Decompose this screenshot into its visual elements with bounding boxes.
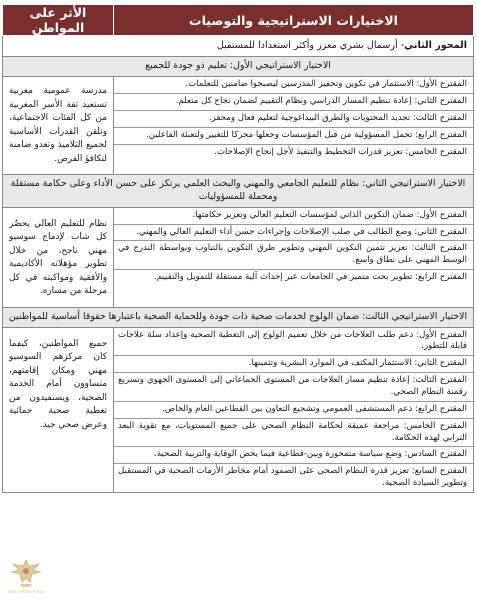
header-choices: الاختيارات الاستراتيجية والتوصيات [114,5,474,36]
header-row [3,5,474,36]
proposal-item: المقترح الأول: الاستثمار في تكوين وتحفيز المدرسين ليصبحوا ضامنين للتعلمات. [114,77,473,94]
choice3-impact: جميع المواطنين، كيفما كان مركزهم السوسيو مهني ومكان إقامتهم، متساوون أمام الخدمة الصحية، ويستفيدون من تغطية صحية حمائية وعرض صحي جيد. [3,327,114,492]
choice2-row [3,207,474,307]
choice1-title: الاختيار الاستراتيجي الأول: تعليم ذو جودة للجميع [3,57,474,77]
choice3-proposals-cell [114,327,474,492]
proposal-item: المقترح الثاني: الاستثمار المكثف في الموارد البشرية وتثمينها. [114,356,473,373]
axis-text: - أرسمال بشري معزز وأكثر استعدادا للمستقبل [216,40,405,51]
choice2-proposals-cell [114,207,474,307]
choice1-impact: مدرسة عمومية مغربية تستعيد ثقة الأسر المغربية من كل الفئات الاجتماعية، وتلقن القدرات الأساسية لجميع التلاميذ وتغدو ضامنة لتكافؤ الفرص. [3,77,114,175]
choice3-title-row [3,307,474,327]
watermark-logo [4,556,48,596]
proposal-item: المقترح الرابع: دعم المستشفى العمومي وتشجيع التعاون بين القطاعين العام والخاص. [114,402,473,419]
choice1-proposals-cell [114,77,474,175]
eagle-emblem-icon [6,556,46,590]
choice1-proposals [114,77,473,160]
choice1-title-row [3,57,474,77]
proposal-item: المقترح الخامس: تعزيز قدرات التخطيط والتنفيذ لأجل إنجاح الإصلاحات. [214,146,467,157]
choice2-title: الاختيار الاستراتيجي الثاني: نظام للتعليم الجامعي والمهني والبحث العلمي يرتكز على حسن الأداء وعلى حكامة مستقلة ومحملة للمسؤوليات [3,175,474,207]
proposal-item: المقترح الأول: ضمان التكوين الذاتي لمؤسسات التعليم العالي وتعزيز حكامتها. [114,208,473,225]
choice2-impact: نظام للتعليم العالي يحضُر كل شاب لإدماج سوسيو مهني ناجح، من خلال تطوير مؤهلاته الأكاديمية والأفقية ومواكبته في كل مرحلة من مساره. [3,207,114,307]
axis-label: المحور الثاني [404,40,467,51]
proposal-item: المقترح الأول: دعم طلب العلاجات من خلال تعميم الولوج إلى التغطية الصحية وإعداد سلة علاجات قابلة للتطور. [114,328,473,357]
proposal-item: المقترح السابع: تعزيز قدرة النظام الصحي على الصمود أمام مخاطر الأزمات الصحية في المستقبل وتطوير السيادة الصحية. [118,466,467,489]
axis-cell [3,36,474,57]
proposal-item: المقترح الثالث: إعادة تنظيم مسار العلاجات من المستوى الجماعاتي إلى المستوى الجهوي وتسريع رقمنة النظام الصحي. [114,373,473,402]
proposal-item: المقترح السادس: وضع سياسة متمحورة وبين-قطاعية فيما يخص الوقاية والتربية الصحية. [114,447,473,464]
watermark-caption: ARAB DEFENSE FORUM [7,590,45,594]
proposal-item: المقترح الرابع: تحمل المسؤولية من قبل المؤسسات وجعلها محركا للتغيير ولتعبئة الفاعلين. [114,128,473,145]
choice3-proposals [114,328,473,492]
proposal-item: المقترح الثاني: إعادة تنظيم المسار الدراسي ونظام التقييم لضمان نجاح كل متعلم. [114,94,473,111]
choice1-row [3,77,474,175]
strategy-table [2,4,474,493]
choice3-title: الاختيار الاستراتيجي الثالث: ضمان الولوج لخدمات صحية ذات جودة وللحماية الصحية باعتبارها حقوقا أساسية للمواطنين [3,307,474,327]
choice3-row [3,327,474,492]
choice2-title-row [3,175,474,207]
proposal-item: المقترح الثالث: تعزيز تثمين التكوين المهني وتطوير طرق التكوين بالتناوب وبواسطة التدرج في الوسط المهني على نطاق واسع. [114,241,473,270]
proposal-item: المقترح الخامس: مراجعة عميقة لحكامة النظام الصحي على جميع المستويات، مع تقوية البعد الترابي لهذه الحكامة. [114,419,473,448]
proposal-item: المقترح الثالث: تجديد المحتويات والطرق البيداغوجية لتعليم فعال ومحفز. [114,111,473,128]
proposal-item: المقترح الرابع: تطوير بحث متميز في الجامعات عبر إحداث آلية مستقلة للتمويل والتقييم. [154,272,467,283]
header-impact: الأثر على المواطن [3,5,114,36]
proposal-item: المقترح الثاني: وضع الطالب في صلب الإصلاحات وإجراءات حسن أداء التعليم العالي والمهني. [114,225,473,242]
axis-row [3,36,474,57]
choice2-proposals [114,208,473,286]
